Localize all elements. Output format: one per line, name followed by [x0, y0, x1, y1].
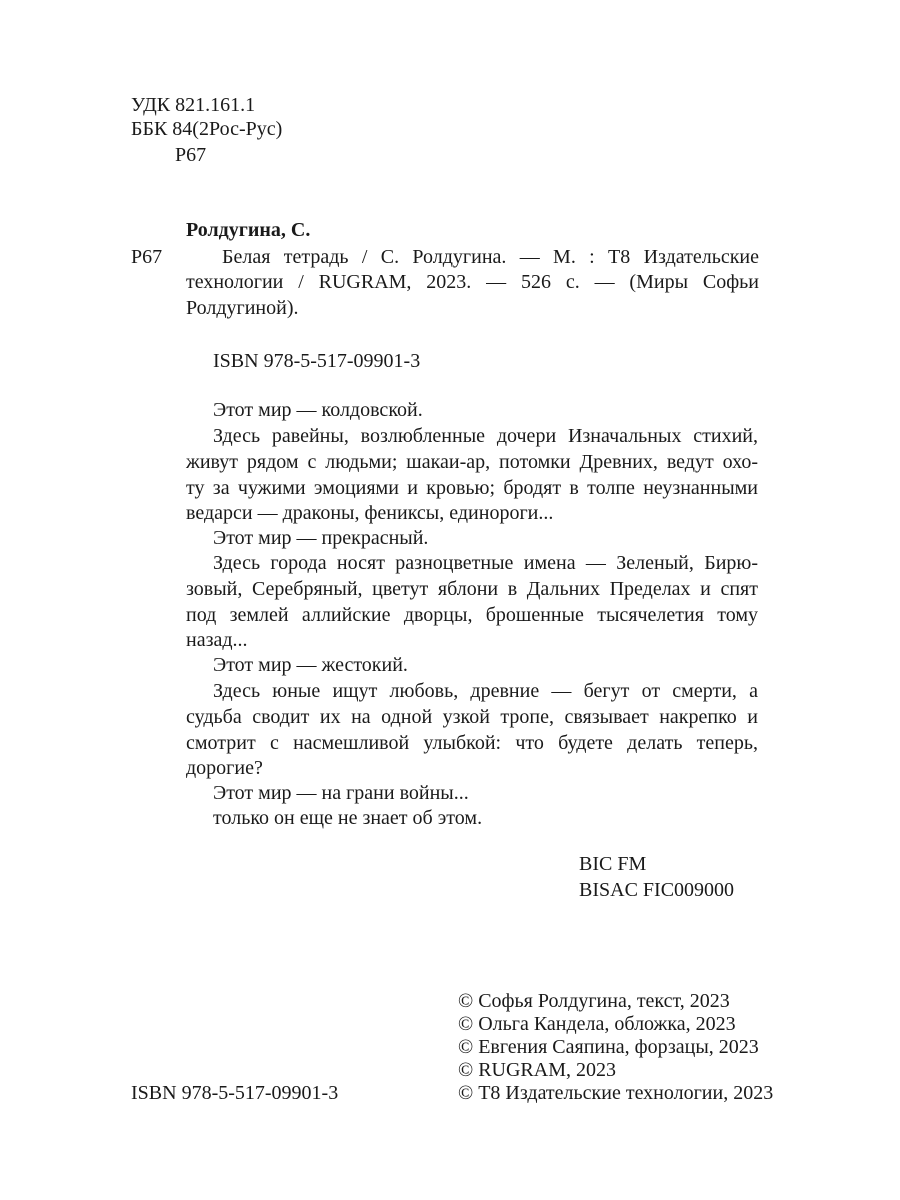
bisac-code: BISAC FIC009000	[579, 879, 735, 901]
annotation-line: судьба сводит их на одной узкой тропе, связывает накрепко и	[186, 706, 758, 728]
bbk-code: ББК 84(2Рос-Рус)	[131, 118, 283, 140]
record-author-sign-code: Р67	[131, 246, 163, 268]
record-isbn: ISBN 978-5-517-09901-3	[213, 350, 421, 372]
annotation-line: Этот мир — колдовской.	[213, 399, 423, 421]
annotation-line: Этот мир — жестокий.	[213, 654, 408, 676]
annotation-line: ту за чужими эмоциями и кровью; бродят в толпе неузнанными	[186, 477, 758, 499]
copyright-line: © Т8 Издательские технологии, 2023	[458, 1082, 774, 1104]
udk-code: УДК 821.161.1	[131, 94, 256, 116]
copyright-line: © RUGRAM, 2023	[458, 1059, 616, 1081]
annotation-line: дорогие?	[186, 757, 263, 779]
copyright-line: © Софья Ролдугина, текст, 2023	[458, 990, 730, 1012]
copyright-line: © Ольга Кандела, обложка, 2023	[458, 1013, 736, 1035]
annotation-line: только он еще не знает об этом.	[213, 807, 483, 829]
bic-code: BIC FM	[579, 853, 647, 875]
isbn-bottom: ISBN 978-5-517-09901-3	[131, 1082, 339, 1104]
annotation-line: Здесь равейны, возлюбленные дочери Изначальных стихий,	[213, 425, 758, 447]
annotation-line: Здесь юные ищут любовь, древние — бегут от смерти, а	[213, 680, 758, 702]
copyright-line: © Евгения Саяпина, форзацы, 2023	[458, 1036, 759, 1058]
author-sign-code: Р67	[175, 144, 207, 166]
annotation-line: зовый, Серебряный, цветут яблони в Дальних Пределах и спят	[186, 578, 758, 600]
annotation-line: живут рядом с людьми; шакаи-ар, потомки Древних, ведут охо-	[186, 451, 758, 473]
record-line: Белая тетрадь / С. Ролдугина. — М. : Т8 Издательские	[222, 246, 759, 268]
annotation-line: Этот мир — прекрасный.	[213, 527, 429, 549]
annotation-line: назад...	[186, 629, 248, 651]
annotation-line: ведарси — драконы, фениксы, единороги...	[186, 502, 554, 524]
annotation-line: Этот мир — на грани войны...	[213, 782, 469, 804]
record-line: технологии / RUGRAM, 2023. — 526 с. — (Миры Софьи	[186, 271, 759, 293]
annotation-line: смотрит с насмешливой улыбкой: что будете делать теперь,	[186, 732, 758, 754]
record-line: Ролдугиной).	[186, 297, 299, 319]
record-author: Ролдугина, С.	[186, 219, 311, 241]
annotation-line: под землей аллийские дворцы, брошенные тысячелетия тому	[186, 604, 758, 626]
annotation-line: Здесь города носят разноцветные имена — Зеленый, Бирю-	[213, 552, 758, 574]
